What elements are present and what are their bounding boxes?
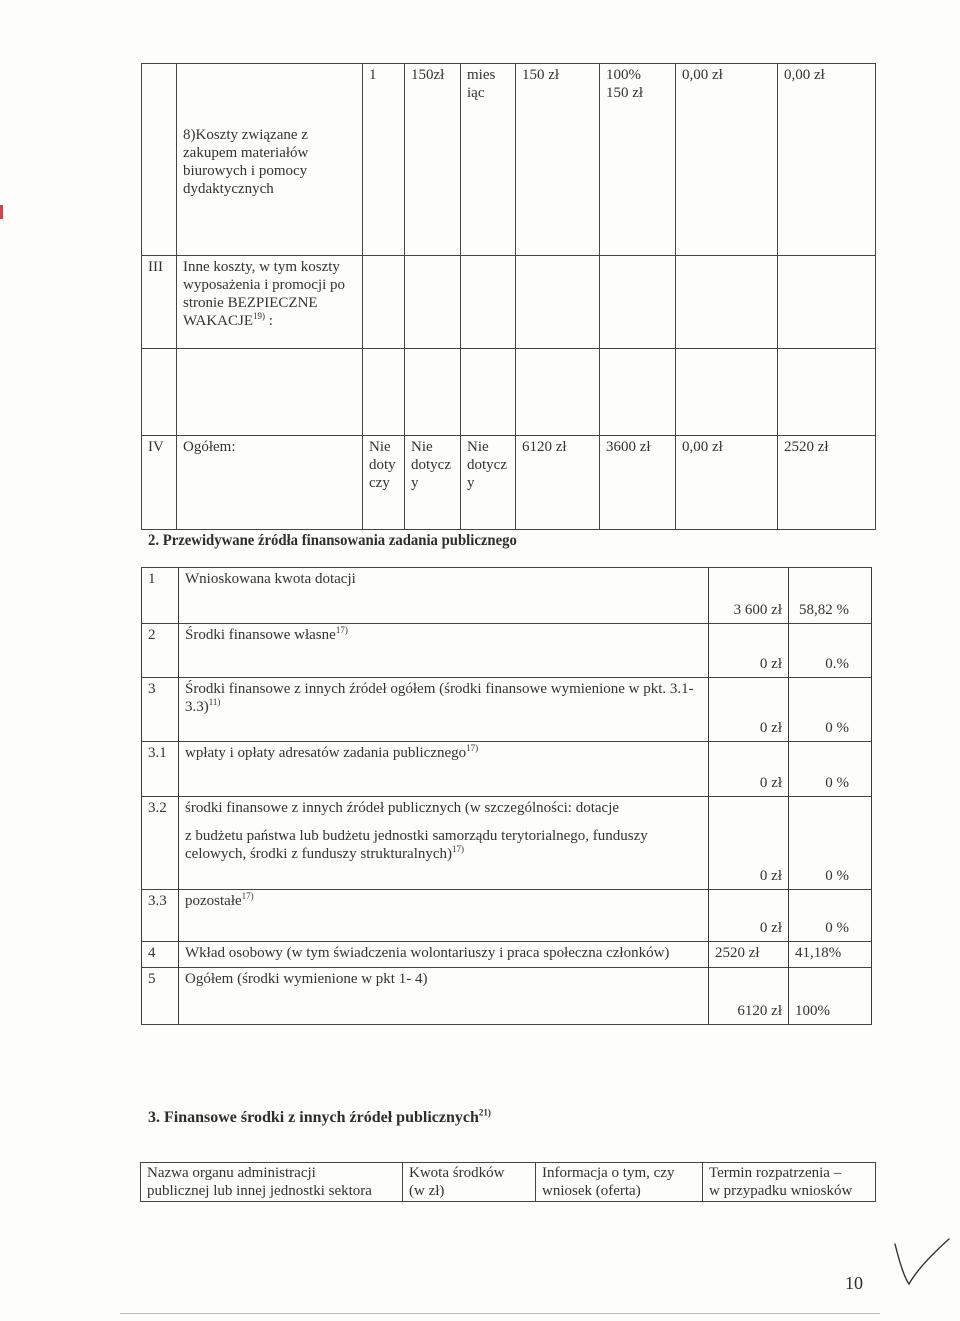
row-iv-grant: 3600 zł bbox=[606, 439, 651, 455]
funding-row-3-2-label2-text: z budżetu państwa lub budżetu jednostki samorządu terytorialnego, funduszy celowych, środki z funduszy strukturalnych) bbox=[185, 828, 648, 862]
row-iv-num: IV bbox=[148, 439, 164, 455]
funding-row-4-amount: 2520 zł bbox=[715, 945, 760, 961]
funding-row-5-label: Ogółem (środki wymienione w pkt 1- 4) bbox=[185, 971, 428, 987]
header-info-line1: Informacja o tym, czy bbox=[542, 1165, 675, 1181]
section-3-heading-footnote: 21) bbox=[478, 1107, 491, 1118]
section-2-heading: 2. Przewidywane źródła finansowania zadania publicznego bbox=[148, 532, 517, 549]
funding-row-3-num: 3 bbox=[148, 681, 156, 697]
header-authority-line1: Nazwa organu administracji bbox=[147, 1165, 316, 1181]
funding-row-3-3-num: 3.3 bbox=[148, 893, 167, 909]
header-deadline-line1: Termin rozpatrzenia – bbox=[709, 1165, 842, 1181]
funding-row-3-3-label-text: pozostałe bbox=[185, 893, 242, 909]
row-iv-unit: Nie dotycz y bbox=[467, 439, 507, 491]
row-top-grant-amount: 150 zł bbox=[606, 85, 644, 101]
funding-row-3-1-amount: 0 zł bbox=[759, 775, 782, 791]
row-iii-num: III bbox=[148, 259, 163, 275]
funding-row-3-1-label-text: wpłaty i opłaty adresatów zadania publicznego bbox=[185, 745, 467, 761]
funding-row-3-label-text: Środki finansowe z innych źródeł ogółem (środki finansowe wymienione w pkt. 3.1-3.3) bbox=[185, 681, 694, 715]
header-amount bbox=[403, 1163, 535, 1201]
funding-row-1 bbox=[142, 568, 872, 624]
header-authority bbox=[141, 1163, 402, 1201]
funding-row-4 bbox=[142, 942, 872, 968]
funding-row-5-num: 5 bbox=[148, 971, 156, 987]
row-iv-own: 2520 zł bbox=[784, 439, 829, 455]
funding-row-3-3-pct: 0 % bbox=[825, 920, 849, 936]
row-iv-qty: Nie doty czy bbox=[369, 439, 396, 491]
header-deadline bbox=[703, 1163, 875, 1201]
row-iii-label bbox=[177, 256, 362, 332]
funding-row-4-pct: 41,18% bbox=[795, 945, 842, 961]
funding-row-3-2-amount: 0 zł bbox=[759, 868, 782, 884]
funding-row-5-pct: 100% bbox=[795, 1003, 830, 1019]
row-8-label: 8)Koszty związane z zakupem materiałów biurowych i pomocy dydaktycznych bbox=[183, 127, 309, 197]
checkmark-icon bbox=[893, 1236, 953, 1291]
header-authority-line2: publicznej lub innej jednostki sektora bbox=[147, 1183, 372, 1199]
row-iv-other: 0,00 zł bbox=[682, 439, 723, 455]
funding-row-1-label: Wnioskowana kwota dotacji bbox=[185, 571, 356, 587]
other-public-funds-table bbox=[140, 1162, 876, 1202]
funding-row-3 bbox=[142, 678, 872, 742]
funding-row-3-3-label bbox=[179, 890, 708, 912]
header-amount-line1: Kwota środków bbox=[409, 1165, 505, 1181]
funding-row-2-footnote: 17) bbox=[335, 625, 348, 635]
funding-row-3-3-footnote: 17) bbox=[241, 891, 254, 901]
row-top-own: 0,00 zł bbox=[784, 67, 825, 83]
cost-row-8 bbox=[142, 64, 876, 256]
margin-mark bbox=[0, 205, 3, 219]
funding-row-3-1 bbox=[142, 742, 872, 797]
funding-row-3-3-amount: 0 zł bbox=[759, 920, 782, 936]
row-top-unit: miesiąc bbox=[467, 67, 496, 101]
funding-row-5-amount: 6120 zł bbox=[737, 1003, 782, 1019]
header-deadline-line2: w przypadku wniosków bbox=[709, 1183, 853, 1199]
funding-row-3-1-label bbox=[179, 742, 708, 764]
page-bottom-line bbox=[120, 1313, 880, 1314]
funding-row-1-amount: 3 600 zł bbox=[733, 602, 782, 618]
row-top-unit-cost: 150zł bbox=[411, 67, 445, 83]
cell-num bbox=[142, 64, 177, 256]
funding-row-2-label-text: Środki finansowe własne bbox=[185, 627, 336, 643]
row-iv-label: Ogółem: bbox=[183, 439, 236, 455]
row-iii-label-text: Inne koszty, w tym koszty wyposażenia i promocji po stronie BEZPIECZNE WAKACJE bbox=[183, 259, 346, 329]
funding-row-2-amount: 0 zł bbox=[759, 656, 782, 672]
row-top-grant-pct: 100% bbox=[606, 67, 641, 83]
funding-row-3-1-pct: 0 % bbox=[825, 775, 849, 791]
funding-row-3-amount: 0 zł bbox=[759, 720, 782, 736]
funding-row-3-label bbox=[179, 678, 706, 718]
row-top-grant bbox=[600, 64, 675, 104]
funding-row-4-num: 4 bbox=[148, 945, 156, 961]
row-iv-unit-cost: Nie dotycz y bbox=[411, 439, 451, 491]
header-amount-line2: (w zł) bbox=[409, 1183, 445, 1199]
funding-row-3-2-num: 3.2 bbox=[148, 800, 167, 816]
header-info bbox=[536, 1163, 702, 1201]
section-3-heading bbox=[148, 1109, 491, 1127]
funding-row-3-pct: 0 % bbox=[825, 720, 849, 736]
cost-row-empty bbox=[142, 349, 876, 436]
funding-row-3-2-label2 bbox=[179, 819, 708, 865]
row-top-other: 0,00 zł bbox=[682, 67, 723, 83]
funding-row-3-1-footnote: 17) bbox=[466, 743, 479, 753]
page-number: 10 bbox=[845, 1273, 863, 1293]
funding-row-3-1-num: 3.1 bbox=[148, 745, 167, 761]
funding-row-2-num: 2 bbox=[148, 627, 156, 643]
row-top-qty: 1 bbox=[369, 67, 377, 83]
row-top-total: 150 zł bbox=[522, 67, 560, 83]
funding-row-4-label: Wkład osobowy (w tym świadczenia wolontariuszy i praca społeczna członków) bbox=[185, 945, 670, 961]
funding-row-3-2 bbox=[142, 797, 872, 890]
funding-row-3-2-footnote: 17) bbox=[452, 844, 465, 854]
funding-row-2-pct: 0.% bbox=[825, 656, 849, 672]
section-3-heading-text: 3. Finansowe środki z innych źródeł publicznych bbox=[148, 1109, 479, 1126]
row-iii-footnote: 19) bbox=[253, 311, 265, 321]
funding-row-3-2-pct: 0 % bbox=[825, 868, 849, 884]
cell-label bbox=[177, 64, 363, 256]
funding-row-3-3 bbox=[142, 890, 872, 942]
row-iv-total: 6120 zł bbox=[522, 439, 567, 455]
funding-row-1-num: 1 bbox=[148, 571, 156, 587]
funding-sources-table bbox=[141, 567, 872, 1025]
cost-row-iv bbox=[142, 436, 876, 530]
funding-row-3-2-label: środki finansowe z innych źródeł publicznych (w szczególności: dotacje bbox=[185, 800, 620, 816]
cost-table bbox=[141, 63, 876, 530]
header-info-line2: wniosek (oferta) bbox=[542, 1183, 641, 1199]
funding-row-2-label bbox=[179, 624, 708, 646]
funding-row-2 bbox=[142, 624, 872, 678]
funding-row-1-pct: 58,82 % bbox=[799, 602, 849, 618]
other-funds-header-row bbox=[141, 1163, 876, 1202]
funding-row-5 bbox=[142, 968, 872, 1025]
row-iii-label-suffix: : bbox=[265, 313, 273, 329]
cost-row-iii bbox=[142, 256, 876, 349]
funding-row-3-footnote: 11) bbox=[208, 697, 221, 707]
